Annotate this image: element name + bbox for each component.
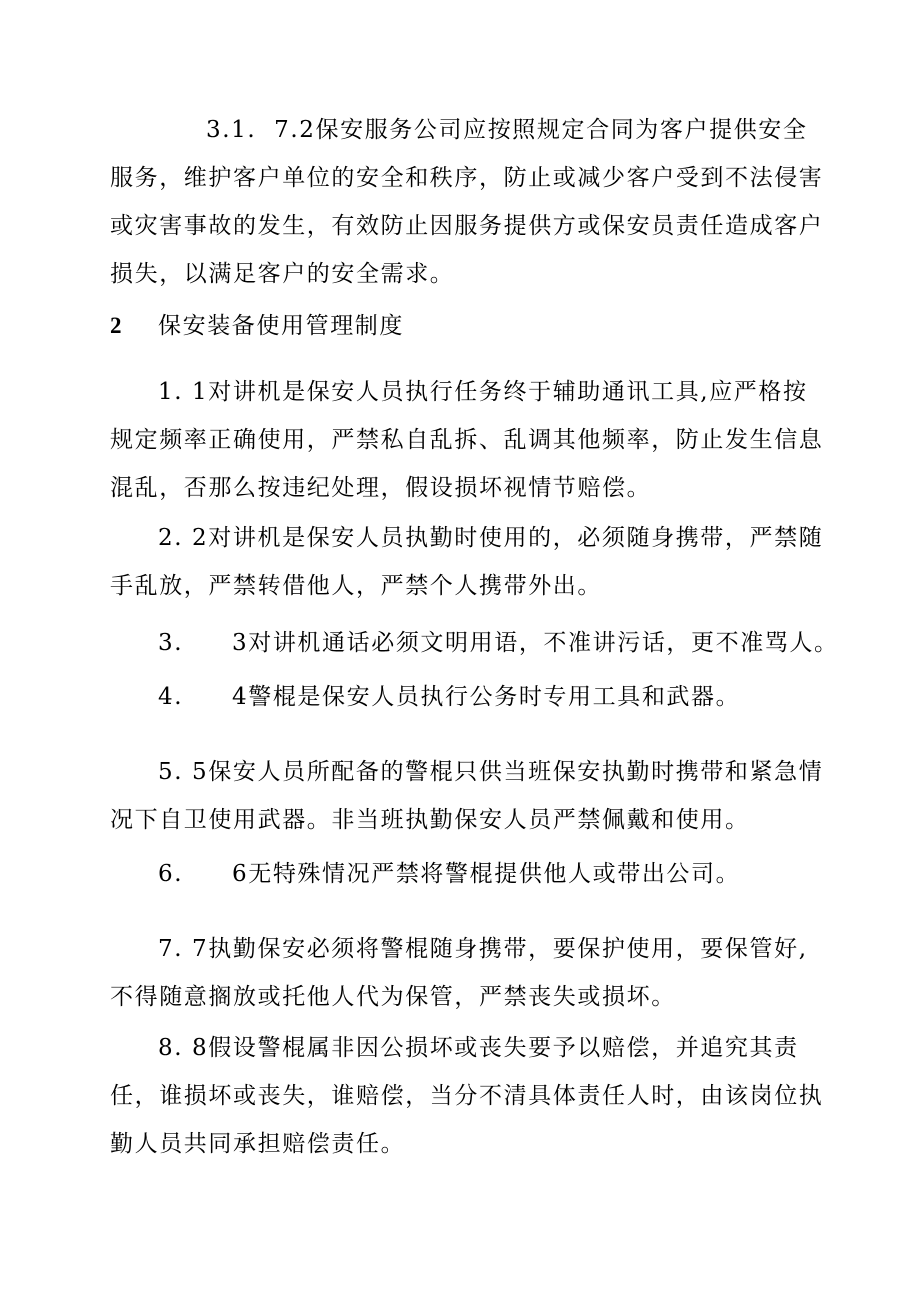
item-6-text: 6无特殊情况严禁将警棍提供他人或带出公司。 <box>232 861 741 887</box>
section-title: 保安装备使用管理制度 <box>158 313 404 339</box>
item-3-number: 3. <box>158 630 184 656</box>
item-3-text: 3对讲机通话必须文明用语，不准讲污话，更不准骂人。 <box>232 630 839 656</box>
paragraph-3-1-7-2: 3.1. 7.2保安服务公司应按照规定合同为客户提供安全服务，维护客户单位的安全和秩序，防止或减少客户受到不法侵害或灾害事故的发生，有效防止因服务提供方或保安员责任造成客户损失，以满足客户的安全需求。 <box>110 117 824 287</box>
item-8-paragraph: 8. 8假设警棍属非因公损坏或丧失要予以赔偿，并追究其责任，谁损坏或丧失，谁赔偿，当分不清具体责任人时，由该岗位执勤人员共同承担赔偿责任。 <box>110 1035 824 1157</box>
item-6-number: 6. <box>158 861 184 887</box>
section-number: 2 <box>110 313 124 338</box>
item-2-paragraph: 2. 2对讲机是保安人员执勤时使用的，必须随身携带，严禁随手乱放，严禁转借他人，严禁个人携带外出。 <box>110 525 824 599</box>
item-4-text: 4警棍是保安人员执行公务时专用工具和武器。 <box>232 684 741 710</box>
item-4-number: 4. <box>158 684 184 710</box>
item-1-paragraph: 1. 1对讲机是保安人员执行任务终于辅助通讯工具,应严格按规定频率正确使用，严禁私自乱拆、乱调其他频率，防止发生信息混乱，否那么按违纪处理，假设损坏视情节赔偿。 <box>110 379 824 501</box>
item-5-paragraph: 5. 5保安人员所配备的警棍只供当班保安执勤时携带和紧急情况下自卫使用武器。非当班执勤保安人员严禁佩戴和使用。 <box>110 759 824 833</box>
item-7-paragraph: 7. 7执勤保安必须将警棍随身携带，要保护使用，要保管好,不得随意搁放或托他人代为保管，严禁丧失或损坏。 <box>110 936 808 1010</box>
